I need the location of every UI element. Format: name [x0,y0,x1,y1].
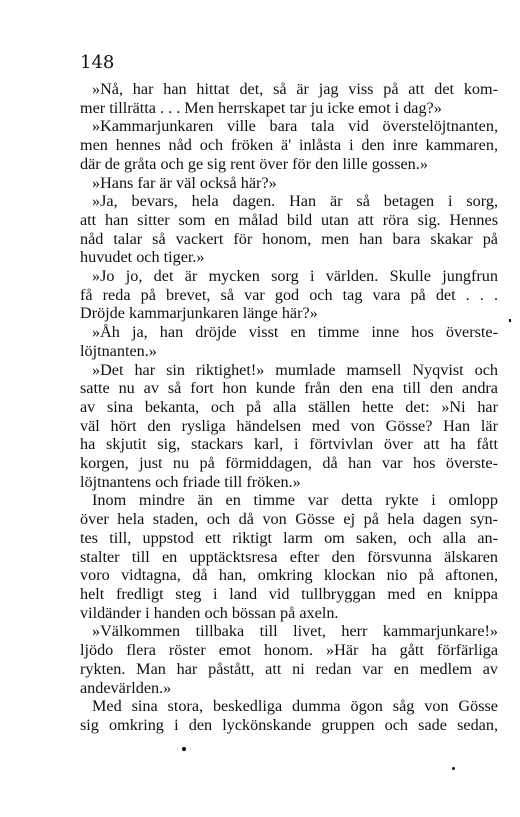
text-line: löjtnantens och friade till fröken.» [80,472,301,491]
text-line: »Ja, bevars, hela dagen. Han är så betagen i sorg, [92,192,498,211]
text-line: »Kammarjunkaren ville bara tala vid överstelöjtnanten, [92,117,498,136]
book-page [80,52,498,735]
text-line: rykten. Man har påstått, att ni redan var en medlem av [80,659,498,678]
text-line: andevärlden.» [80,678,172,697]
text-line: Inom mindre än en timme var detta rykte i omlopp [92,491,498,510]
text-line: Dröjde kammarjunkaren länge här?» [80,304,318,323]
text-line: stalter till en upptäcktsresa efter den försvunna älskaren [80,547,498,566]
text-line: över hela staden, och då von Gösse ej på hela dagen syn- [80,510,498,529]
text-line: väl hört den rysliga händelsen med von Gösse? Han lär [80,416,498,435]
text-line: ljödo flera röster emot honom. »Här ha gått förfärliga [80,641,498,660]
print-speck [509,319,511,322]
text-line: att han sitter som en målad bild utan att röra sig. Hennes [80,210,498,229]
text-line: vildänder i handen och bössan på axeln. [80,603,339,622]
text-line: av sina bekanta, och på alla ställen hette det: »Ni har [80,397,498,416]
text-line: sig omkring i den lyckönskande gruppen och sade sedan, [80,715,498,734]
text-line: »Välkommen tillbaka till livet, herr kammarjunkare!» [92,622,498,641]
text-line: ha skjutit sig, stackars karl, i förtvivlan över att ha fått [80,435,498,454]
text-line: »Åh ja, han dröjde visst en timme inne hos överste- [92,323,498,342]
text-line: få reda på brevet, så var god och tag vara på det . . . [80,285,498,304]
page-number: 148 [80,52,115,73]
text-line: tes till, uppstod ett riktigt larm om saken, och alla an- [80,528,498,547]
text-line: huvudet och tiger.» [80,248,205,267]
text-line: »Hans far är väl också här?» [92,173,277,192]
text-line: »Det har sin riktighet!» mumlade mamsell Nyqvist och [92,360,498,379]
text-line: Med sina stora, beskedliga dumma ögon såg von Gösse [92,697,498,716]
text-line: där de gråta och ge sig rent över för den lille gossen.» [80,154,428,173]
text-line: »Jo jo, det är mycken sorg i världen. Skulle jungfrun [92,267,498,286]
text-line: löjtnanten.» [80,341,157,360]
text-line: satte nu av så fort hon kunde från den ena till den andra [80,379,498,398]
print-speck [182,747,186,751]
text-line: korgen, just nu på förmiddagen, då han var hos överste- [80,454,498,473]
print-speck [452,767,455,770]
text-line: men hennes nåd och fröken ä' inlåsta i den inre kammaren, [80,136,498,155]
text-line: »Nå, har han hittat det, så är jag viss på att det kom- [92,80,498,98]
text-line: voro vidtagna, då han, omkring klockan nio på aftonen, [80,566,498,585]
text-line: helt fredligt steg i land vid tullbryggan med en knippa [80,584,498,603]
text-line: nåd talar så vackert för honom, men han bara skakar på [80,229,498,248]
text-line: mer tillrätta . . . Men herrskapet tar ju icke emot i dag?» [80,98,442,117]
body-text [80,80,498,735]
